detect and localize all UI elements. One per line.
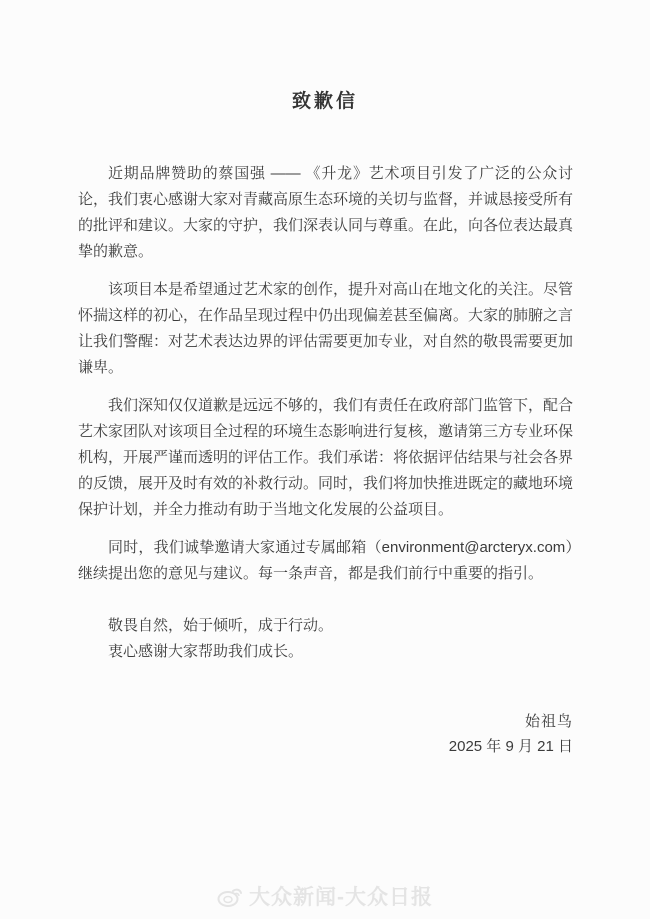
closing-line: 衷心感谢大家帮助我们成长。 [108, 643, 304, 660]
letter-body [78, 161, 573, 759]
letter-paragraph: 该项目本是希望通过艺术家的创作，提升对高山在地文化的关注。尽管怀揣这样的初心，在作品呈现过程中仍出现偏差甚至偏离。大家的肺腑之言让我们警醒：对艺术表达边界的评估需要更加专业，对自然的敬畏需要更加谦卑。 [78, 281, 574, 376]
watermark-text: 大众新闻-大众日报 [249, 886, 433, 909]
signature-block [78, 709, 573, 759]
letter-paragraph: 我们深知仅仅道歉是远远不够的，我们有责任在政府部门监管下，配合艺术家团队对该项目全过程的环境生态影响进行复核，邀请第三方专业环保机构，开展严谨而透明的评估工作。我们承诺：将依据评估结果与社会各界的反馈，展开及时有效的补救行动。同时，我们将加快推进既定的藏地环境保护计划，并全力推动有助于当地文化发展的公益项目。 [78, 397, 574, 518]
closing-lines [78, 613, 573, 665]
letter-paragraph: 同时，我们诚挚邀请大家通过专属邮箱（environment@arcteryx.com）继续提出您的意见与建议。每一条声音，都是我们前行中重要的指引。 [78, 539, 573, 582]
letter-title: 致歉信 [291, 91, 358, 112]
watermark [0, 881, 650, 911]
letter-paragraph: 近期品牌赞助的蔡国强 —— 《升龙》艺术项目引发了广泛的公众讨论，我们衷心感谢大家对青藏高原生态环境的关切与监督，并诚恳接受所有的批评和建议。大家的守护，我们深表认同与尊重。在此，向各位表达最真挚的歉意。 [78, 165, 574, 260]
signature-name: 始祖鸟 [524, 713, 573, 730]
signature-date: 2025 年 9 月 21 日 [448, 738, 573, 755]
closing-line: 敬畏自然，始于倾听，成于行动。 [108, 617, 334, 634]
weibo-icon [217, 885, 243, 907]
